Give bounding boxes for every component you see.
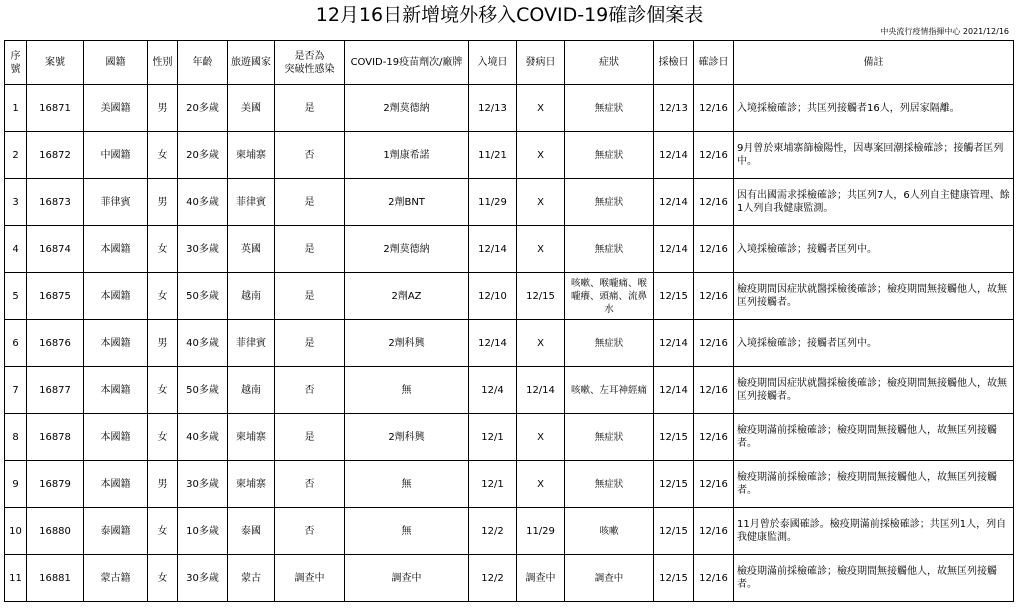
cell-vaccine: 1劑康希諾: [345, 132, 469, 179]
cell-test-date: 12/15: [654, 461, 694, 508]
cell-sex: 女: [148, 273, 178, 320]
cell-case-no: 16871: [27, 85, 84, 132]
cell-confirm-date: 12/16: [694, 367, 734, 414]
cell-seq: 6: [5, 320, 27, 367]
cell-notes: 檢疫期間因症狀就醫採檢後確診；檢疫期間無接觸他人，故無匡列接觸者。: [734, 367, 1014, 414]
cell-entry-date: 11/29: [469, 179, 517, 226]
cell-test-date: 12/13: [654, 85, 694, 132]
cell-entry-date: 12/10: [469, 273, 517, 320]
cell-nationality: 本國籍: [84, 461, 148, 508]
cell-seq: 3: [5, 179, 27, 226]
table-row: [5, 508, 1014, 555]
cell-vaccine: 2劑科興: [345, 320, 469, 367]
header-travel-country: 旅遊國家: [228, 41, 275, 85]
table-row: [5, 461, 1014, 508]
cell-confirm-date: 12/16: [694, 226, 734, 273]
cell-test-date: 12/15: [654, 555, 694, 602]
cell-vaccine: 2劑科興: [345, 414, 469, 461]
cell-entry-date: 12/14: [469, 226, 517, 273]
cell-entry-date: 12/2: [469, 508, 517, 555]
header-symptoms: 症狀: [565, 41, 654, 85]
cell-confirm-date: 12/16: [694, 555, 734, 602]
table-row: [5, 367, 1014, 414]
table-row: [5, 132, 1014, 179]
cell-entry-date: 12/1: [469, 461, 517, 508]
cell-entry-date: 12/2: [469, 555, 517, 602]
cell-entry-date: 11/21: [469, 132, 517, 179]
cell-vaccine: 2劑BNT: [345, 179, 469, 226]
cell-nationality: 本國籍: [84, 320, 148, 367]
cell-confirm-date: 12/16: [694, 320, 734, 367]
cell-seq: 2: [5, 132, 27, 179]
cell-breakthrough: 否: [275, 367, 345, 414]
cell-case-no: 16879: [27, 461, 84, 508]
table-body: [5, 85, 1014, 602]
cell-sex: 女: [148, 508, 178, 555]
cell-symptoms: 無症狀: [565, 179, 654, 226]
cell-nationality: 泰國籍: [84, 508, 148, 555]
cell-sex: 男: [148, 461, 178, 508]
header-row: [5, 41, 1014, 85]
cell-nationality: 中國籍: [84, 132, 148, 179]
cell-sex: 女: [148, 132, 178, 179]
cell-age: 10多歲: [178, 508, 228, 555]
cell-symptoms: 咳嗽、左耳神經痛: [565, 367, 654, 414]
cell-entry-date: 12/13: [469, 85, 517, 132]
header-breakthrough: 是否為 突破性感染: [275, 41, 345, 85]
cell-onset-date: X: [517, 461, 565, 508]
cell-case-no: 16880: [27, 508, 84, 555]
table-row: [5, 226, 1014, 273]
header-notes: 備註: [734, 41, 1014, 85]
cell-onset-date: 調查中: [517, 555, 565, 602]
cell-symptoms: 無症狀: [565, 414, 654, 461]
cell-case-no: 16874: [27, 226, 84, 273]
cell-age: 40多歲: [178, 320, 228, 367]
header-sex: 性別: [148, 41, 178, 85]
cell-symptoms: 咳嗽: [565, 508, 654, 555]
cell-confirm-date: 12/16: [694, 85, 734, 132]
cell-sex: 女: [148, 367, 178, 414]
cell-age: 30多歲: [178, 555, 228, 602]
table-row: [5, 85, 1014, 132]
cell-onset-date: X: [517, 132, 565, 179]
cell-seq: 4: [5, 226, 27, 273]
cell-breakthrough: 是: [275, 85, 345, 132]
cell-travel-country: 泰國: [228, 508, 275, 555]
cell-nationality: 本國籍: [84, 273, 148, 320]
table-row: [5, 414, 1014, 461]
cell-symptoms: 無症狀: [565, 226, 654, 273]
cell-age: 50多歲: [178, 367, 228, 414]
cell-case-no: 16872: [27, 132, 84, 179]
cell-test-date: 12/15: [654, 414, 694, 461]
cell-nationality: 本國籍: [84, 414, 148, 461]
cell-age: 30多歲: [178, 226, 228, 273]
cell-onset-date: 12/14: [517, 367, 565, 414]
table-row: [5, 273, 1014, 320]
cell-entry-date: 12/1: [469, 414, 517, 461]
cell-symptoms: 調查中: [565, 555, 654, 602]
table-row: [5, 320, 1014, 367]
cell-seq: 8: [5, 414, 27, 461]
cell-breakthrough: 否: [275, 461, 345, 508]
cell-nationality: 蒙古籍: [84, 555, 148, 602]
cell-onset-date: X: [517, 414, 565, 461]
cell-age: 20多歲: [178, 85, 228, 132]
source-label: 中央流行疫情指揮中心 2021/12/16: [880, 27, 1009, 36]
cell-travel-country: 柬埔寨: [228, 461, 275, 508]
cell-sex: 女: [148, 414, 178, 461]
cell-confirm-date: 12/16: [694, 461, 734, 508]
cell-sex: 男: [148, 179, 178, 226]
header-confirm-date: 確診日: [694, 41, 734, 85]
cell-seq: 7: [5, 367, 27, 414]
cell-onset-date: X: [517, 179, 565, 226]
cell-notes: 9月曾於柬埔寨篩檢陽性，因專案回潮採檢確診；接觸者匡列中。: [734, 132, 1014, 179]
cell-vaccine: 2劑AZ: [345, 273, 469, 320]
cell-breakthrough: 否: [275, 132, 345, 179]
header-nationality: 國籍: [84, 41, 148, 85]
header-vaccine: COVID-19疫苗劑次/廠牌: [345, 41, 469, 85]
case-table: [4, 40, 1014, 602]
cell-confirm-date: 12/16: [694, 508, 734, 555]
cell-travel-country: 菲律賓: [228, 320, 275, 367]
page-title: 12月16日新增境外移入COVID-19確診個案表: [315, 4, 704, 26]
cell-test-date: 12/14: [654, 367, 694, 414]
cell-onset-date: X: [517, 85, 565, 132]
cell-confirm-date: 12/16: [694, 179, 734, 226]
cell-case-no: 16875: [27, 273, 84, 320]
cell-notes: 入境採檢確診；接觸者匡列中。: [734, 320, 1014, 367]
cell-sex: 男: [148, 320, 178, 367]
cell-entry-date: 12/14: [469, 320, 517, 367]
cell-vaccine: 2劑莫德納: [345, 226, 469, 273]
cell-age: 20多歲: [178, 132, 228, 179]
cell-symptoms: 無症狀: [565, 85, 654, 132]
cell-symptoms: 無症狀: [565, 132, 654, 179]
header-seq: 序號: [5, 41, 27, 85]
cell-notes: 檢疫期滿前採檢確診；檢疫期間無接觸他人，故無匡列接觸者。: [734, 414, 1014, 461]
cell-test-date: 12/14: [654, 132, 694, 179]
cell-travel-country: 美國: [228, 85, 275, 132]
cell-test-date: 12/14: [654, 179, 694, 226]
cell-breakthrough: 調查中: [275, 555, 345, 602]
cell-confirm-date: 12/16: [694, 273, 734, 320]
cell-breakthrough: 是: [275, 273, 345, 320]
cell-breakthrough: 是: [275, 226, 345, 273]
table-row: [5, 179, 1014, 226]
header-entry-date: 入境日: [469, 41, 517, 85]
cell-sex: 女: [148, 555, 178, 602]
cell-vaccine: 2劑莫德納: [345, 85, 469, 132]
cell-vaccine: 無: [345, 508, 469, 555]
cell-symptoms: 無症狀: [565, 461, 654, 508]
cell-onset-date: X: [517, 320, 565, 367]
header-age: 年齡: [178, 41, 228, 85]
cell-travel-country: 柬埔寨: [228, 132, 275, 179]
cell-travel-country: 越南: [228, 273, 275, 320]
cell-seq: 11: [5, 555, 27, 602]
cell-test-date: 12/15: [654, 508, 694, 555]
cell-age: 50多歲: [178, 273, 228, 320]
header-case-no: 案號: [27, 41, 84, 85]
cell-test-date: 12/15: [654, 273, 694, 320]
cell-travel-country: 英國: [228, 226, 275, 273]
cell-travel-country: 柬埔寨: [228, 414, 275, 461]
cell-breakthrough: 否: [275, 508, 345, 555]
cell-notes: 入境採檢確診；接觸者匡列中。: [734, 226, 1014, 273]
cell-onset-date: 12/15: [517, 273, 565, 320]
cell-entry-date: 12/4: [469, 367, 517, 414]
cell-nationality: 本國籍: [84, 226, 148, 273]
cell-travel-country: 蒙古: [228, 555, 275, 602]
cell-vaccine: 調查中: [345, 555, 469, 602]
cell-age: 40多歲: [178, 414, 228, 461]
cell-notes: 因有出國需求採檢確診；共匡列7人，6人列自主健康管理、餘1人列自我健康監測。: [734, 179, 1014, 226]
cell-notes: 檢疫期滿前採檢確診；檢疫期間無接觸他人，故無匡列接觸者。: [734, 461, 1014, 508]
cell-seq: 1: [5, 85, 27, 132]
cell-sex: 女: [148, 226, 178, 273]
cell-onset-date: 11/29: [517, 508, 565, 555]
cell-test-date: 12/14: [654, 226, 694, 273]
cell-case-no: 16876: [27, 320, 84, 367]
cell-notes: 入境採檢確診；共匡列接觸者16人，列居家隔離。: [734, 85, 1014, 132]
cell-nationality: 本國籍: [84, 367, 148, 414]
table-row: [5, 555, 1014, 602]
cell-nationality: 美國籍: [84, 85, 148, 132]
cell-breakthrough: 是: [275, 179, 345, 226]
cell-notes: 11月曾於泰國確診。檢疫期滿前採檢確診；共匡列1人，列自我健康監測。: [734, 508, 1014, 555]
cell-case-no: 16877: [27, 367, 84, 414]
cell-case-no: 16881: [27, 555, 84, 602]
cell-test-date: 12/14: [654, 320, 694, 367]
cell-seq: 9: [5, 461, 27, 508]
cell-notes: 檢疫期間因症狀就醫採檢後確診；檢疫期間無接觸他人，故無匡列接觸者。: [734, 273, 1014, 320]
cell-breakthrough: 是: [275, 414, 345, 461]
header-test-date: 採檢日: [654, 41, 694, 85]
cell-vaccine: 無: [345, 367, 469, 414]
cell-confirm-date: 12/16: [694, 132, 734, 179]
cell-seq: 5: [5, 273, 27, 320]
cell-breakthrough: 是: [275, 320, 345, 367]
cell-confirm-date: 12/16: [694, 414, 734, 461]
cell-symptoms: 無症狀: [565, 320, 654, 367]
cell-case-no: 16873: [27, 179, 84, 226]
cell-travel-country: 菲律賓: [228, 179, 275, 226]
cell-onset-date: X: [517, 226, 565, 273]
cell-age: 40多歲: [178, 179, 228, 226]
cell-vaccine: 無: [345, 461, 469, 508]
cell-seq: 10: [5, 508, 27, 555]
cell-symptoms: 咳嗽、喉嚨痛、喉嚨癢、頭痛、流鼻水: [565, 273, 654, 320]
header-onset-date: 發病日: [517, 41, 565, 85]
cell-notes: 檢疫期滿前採檢確診；檢疫期間無接觸他人，故無匡列接觸者。: [734, 555, 1014, 602]
cell-travel-country: 越南: [228, 367, 275, 414]
cell-sex: 男: [148, 85, 178, 132]
cell-case-no: 16878: [27, 414, 84, 461]
cell-nationality: 菲律賓: [84, 179, 148, 226]
cell-age: 30多歲: [178, 461, 228, 508]
